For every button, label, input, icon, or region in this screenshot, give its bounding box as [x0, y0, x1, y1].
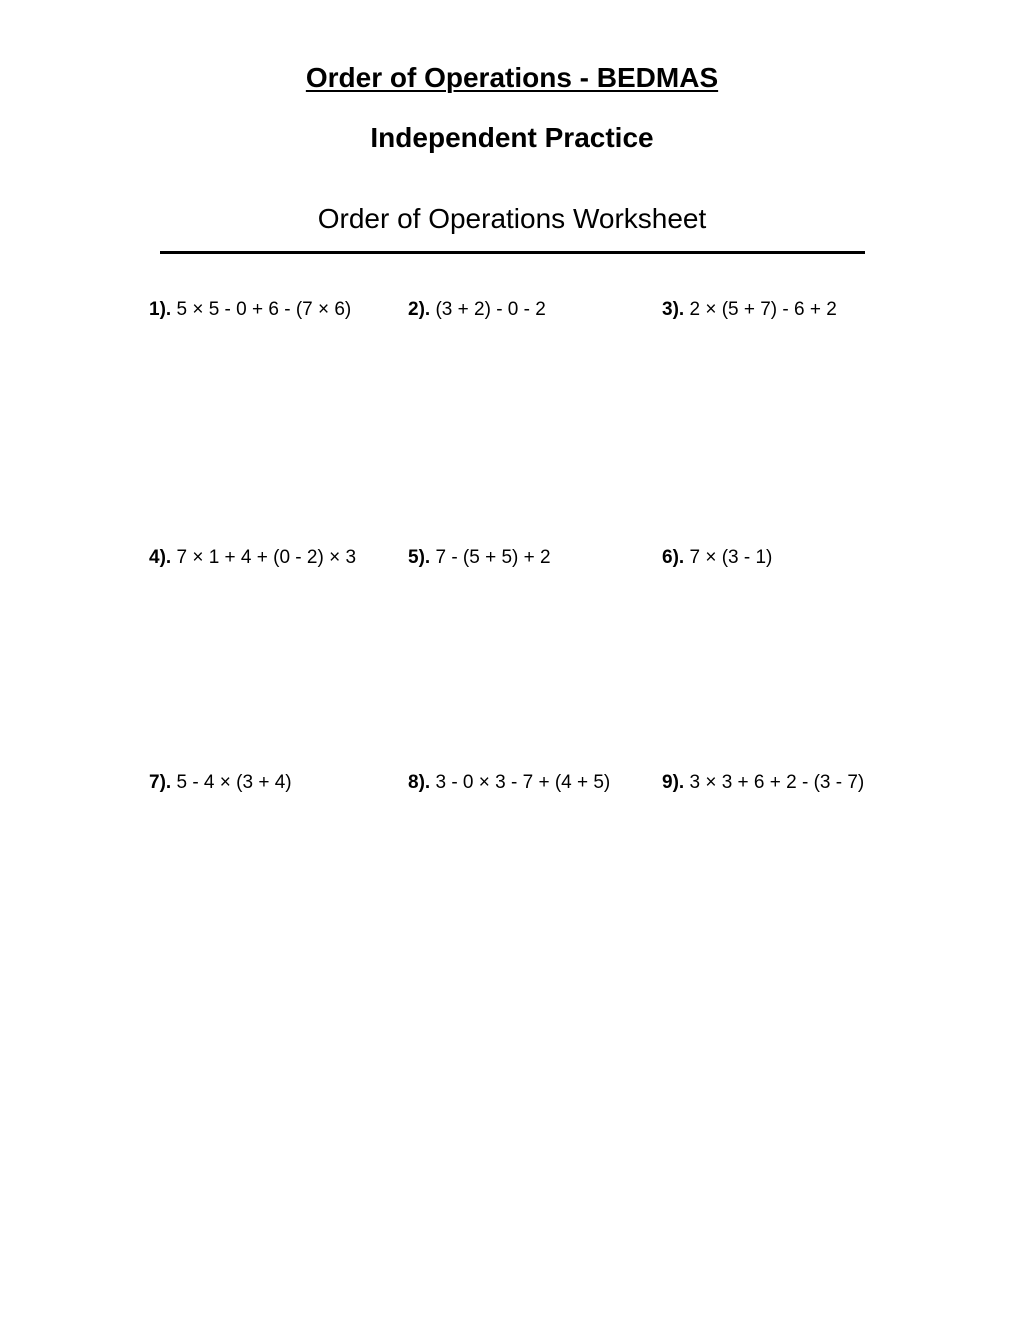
problem-expression: 3 × 3 + 6 + 2 - (3 - 7) [689, 772, 865, 793]
problem-number: 2). [408, 299, 431, 320]
problem-number: 1). [149, 299, 172, 320]
problem-expression: 7 × (3 - 1) [689, 547, 773, 568]
problem-expression: 3 - 0 × 3 - 7 + (4 + 5) [435, 772, 611, 793]
problem-expression: 7 × 1 + 4 + (0 - 2) × 3 [176, 547, 357, 568]
problem-number: 3). [662, 299, 685, 320]
problem-8 [408, 771, 610, 795]
problem-number: 6). [662, 547, 685, 568]
problem-number: 5). [408, 547, 431, 568]
problem-3 [662, 298, 837, 322]
worksheet-title: Order of Operations Worksheet [317, 203, 707, 234]
problem-7 [149, 771, 292, 795]
problem-4 [149, 546, 356, 570]
problem-number: 4). [149, 547, 172, 568]
problem-expression: 2 × (5 + 7) - 6 + 2 [689, 299, 837, 320]
problem-5 [408, 546, 551, 570]
problem-9 [662, 771, 864, 795]
page-title: Order of Operations - BEDMAS [305, 62, 719, 93]
problem-expression: 7 - (5 + 5) + 2 [435, 547, 551, 568]
problem-number: 8). [408, 772, 431, 793]
header-divider [160, 251, 865, 254]
problem-6 [662, 546, 772, 570]
page-subtitle: Independent Practice [370, 122, 654, 153]
problem-number: 9). [662, 772, 685, 793]
problem-1 [149, 298, 351, 322]
problem-2 [408, 298, 546, 322]
problem-number: 7). [149, 772, 172, 793]
problem-expression: 5 - 4 × (3 + 4) [176, 772, 292, 793]
problem-expression: 5 × 5 - 0 + 6 - (7 × 6) [176, 299, 352, 320]
problem-expression: (3 + 2) - 0 - 2 [435, 299, 546, 320]
